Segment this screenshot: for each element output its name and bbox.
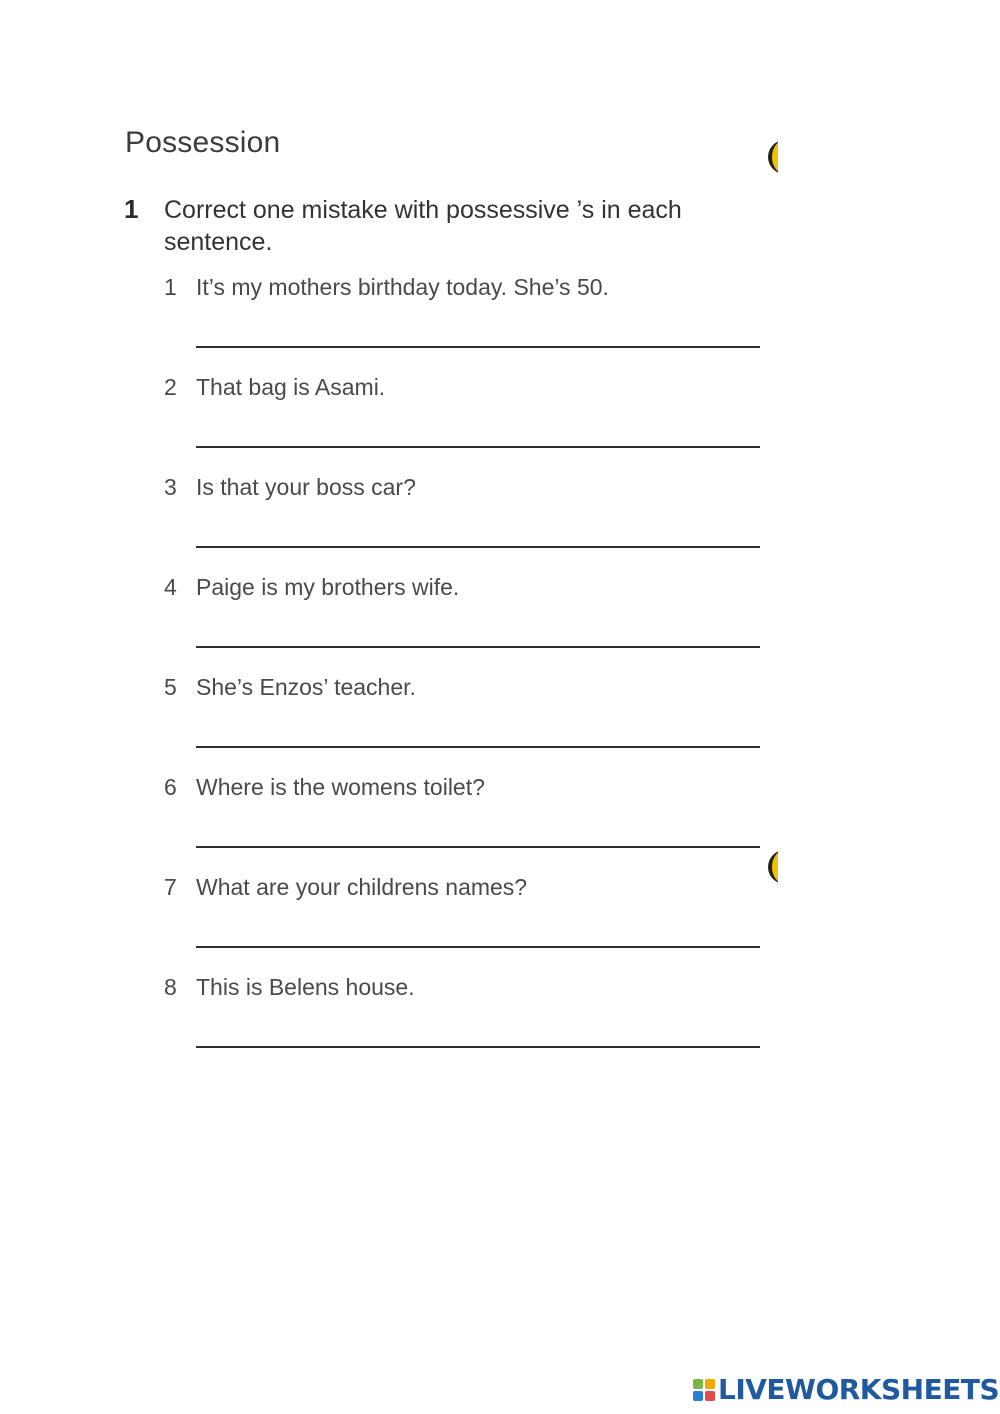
item-number: 2 <box>164 374 177 400</box>
item-number: 1 <box>164 274 177 300</box>
exercise-item <box>0 372 1000 472</box>
exercise-item <box>0 872 1000 972</box>
item-sentence: What are your childrens names? <box>196 874 528 900</box>
answer-input[interactable] <box>196 646 760 648</box>
exercise-items <box>0 272 1000 1072</box>
item-sentence: She’s Enzos’ teacher. <box>196 674 416 700</box>
liveworksheets-logo[interactable] <box>693 1373 999 1406</box>
item-number: 8 <box>164 974 177 1000</box>
answer-input[interactable] <box>196 546 760 548</box>
item-sentence: Paige is my brothers wife. <box>196 574 460 600</box>
item-number: 4 <box>164 574 177 600</box>
logo-grid-icon <box>693 1379 715 1401</box>
item-number: 6 <box>164 774 177 800</box>
exercise-instruction: Correct one mistake with possessive ’s in each sentence. <box>164 196 682 256</box>
answer-input[interactable] <box>196 946 760 948</box>
answer-input[interactable] <box>196 1046 760 1048</box>
logo-square <box>693 1379 703 1389</box>
logo-square <box>693 1391 703 1401</box>
tab-marker-icon <box>768 140 788 176</box>
item-number: 7 <box>164 874 177 900</box>
logo-text: LIVEWORKSHEETS <box>718 1373 1000 1406</box>
item-sentence: That bag is Asami. <box>196 374 386 400</box>
exercise-item <box>0 472 1000 572</box>
logo-square <box>705 1379 715 1389</box>
exercise-item <box>0 572 1000 672</box>
item-sentence: Where is the womens toilet? <box>196 774 485 800</box>
exercise-item <box>0 972 1000 1072</box>
item-sentence: Is that your boss car? <box>196 474 416 500</box>
item-number: 5 <box>164 674 177 700</box>
exercise-item <box>0 772 1000 872</box>
exercise-item <box>0 272 1000 372</box>
answer-input[interactable] <box>196 346 760 348</box>
exercise-number: 1 <box>124 194 139 224</box>
item-sentence: This is Belens house. <box>196 974 415 1000</box>
answer-input[interactable] <box>196 846 760 848</box>
exercise-item <box>0 672 1000 772</box>
logo-square <box>705 1391 715 1401</box>
page-title: Possession <box>125 126 281 159</box>
item-sentence: It’s my mothers birthday today. She’s 50. <box>196 274 609 300</box>
answer-input[interactable] <box>196 746 760 748</box>
answer-input[interactable] <box>196 446 760 448</box>
item-number: 3 <box>164 474 177 500</box>
